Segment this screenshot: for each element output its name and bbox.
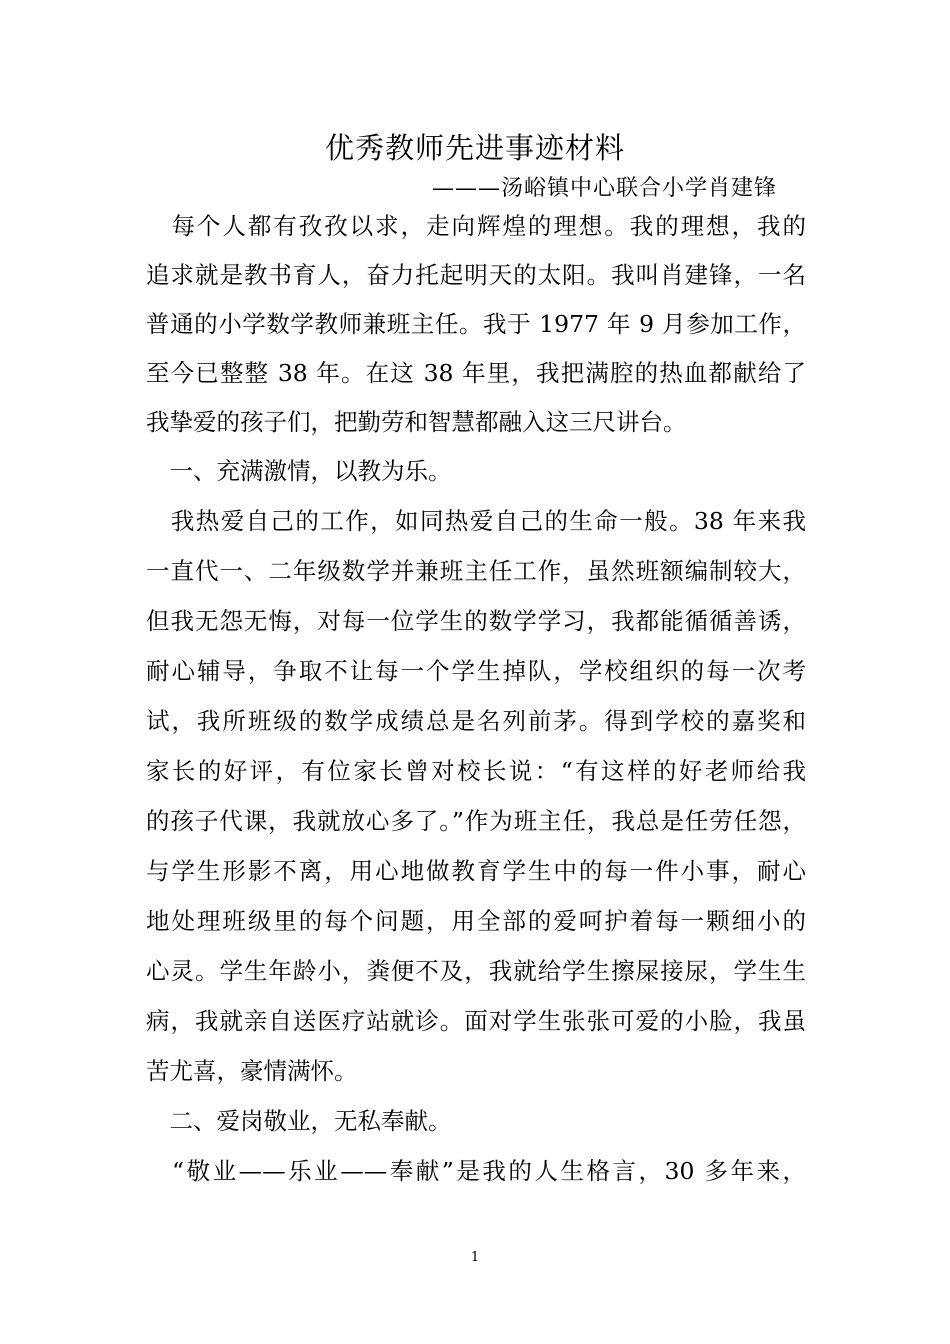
paragraph-line: 每个人都有孜孜以求，走向辉煌的理想。我的理想，我的 <box>146 212 806 240</box>
paragraph-line: 试，我所班级的数学成绩总是名列前茅。得到学校的嘉奖和 <box>146 707 806 735</box>
paragraph-line: “敬业——乐业——奉献”是我的人生格言，30 多年来， <box>146 1157 806 1185</box>
page-number: 1 <box>470 1250 480 1265</box>
document-title: 优秀教师先进事迹材料 <box>324 131 625 165</box>
section-heading: 二、爱岗敬业，无私奉献。 <box>146 1107 452 1135</box>
paragraph-line: 病，我就亲自送医疗站就诊。面对学生张张可爱的小脸，我虽 <box>146 1007 806 1035</box>
paragraph-line: 心灵。学生年龄小，粪便不及，我就给学生擦屎接尿，学生生 <box>146 957 806 985</box>
paragraph-line: 地处理班级里的每个问题，用全部的爱呵护着每一颗细小的 <box>146 907 806 935</box>
paragraph-line: 苦尤喜，豪情满怀。 <box>146 1057 358 1085</box>
paragraph-line: 我热爱自己的工作，如同热爱自己的生命一般。38 年来我 <box>146 507 806 535</box>
paragraph-line: 但我无怨无悔，对每一位学生的数学学习，我都能循循善诱， <box>146 607 806 635</box>
paragraph-line: 普通的小学数学教师兼班主任。我于 1977 年 9 月参加工作， <box>146 310 806 338</box>
author-byline: ———汤峪镇中心联合小学肖建锋 <box>432 176 778 201</box>
paragraph-line: 家长的好评，有位家长曾对校长说：“有这样的好老师给我 <box>146 757 806 785</box>
paragraph-line: 的孩子代课，我就放心多了。”作为班主任，我总是任劳任怨， <box>146 807 806 835</box>
paragraph-line: 一直代一、二年级数学并兼班主任工作，虽然班额编制较大， <box>146 557 806 585</box>
paragraph-line: 与学生形影不离，用心地做教育学生中的每一件小事，耐心 <box>146 857 806 885</box>
paragraph-line: 追求就是教书育人，奋力托起明天的太阳。我叫肖建锋，一名 <box>146 261 806 289</box>
paragraph-line: 至今已整整 38 年。在这 38 年里，我把满腔的热血都献给了 <box>146 359 806 387</box>
paragraph-line: 我挚爱的孩子们，把勤劳和智慧都融入这三尺讲台。 <box>146 408 687 436</box>
section-heading: 一、充满激情，以教为乐。 <box>146 457 452 485</box>
paragraph-line: 耐心辅导，争取不让每一个学生掉队，学校组织的每一次考 <box>146 657 806 685</box>
